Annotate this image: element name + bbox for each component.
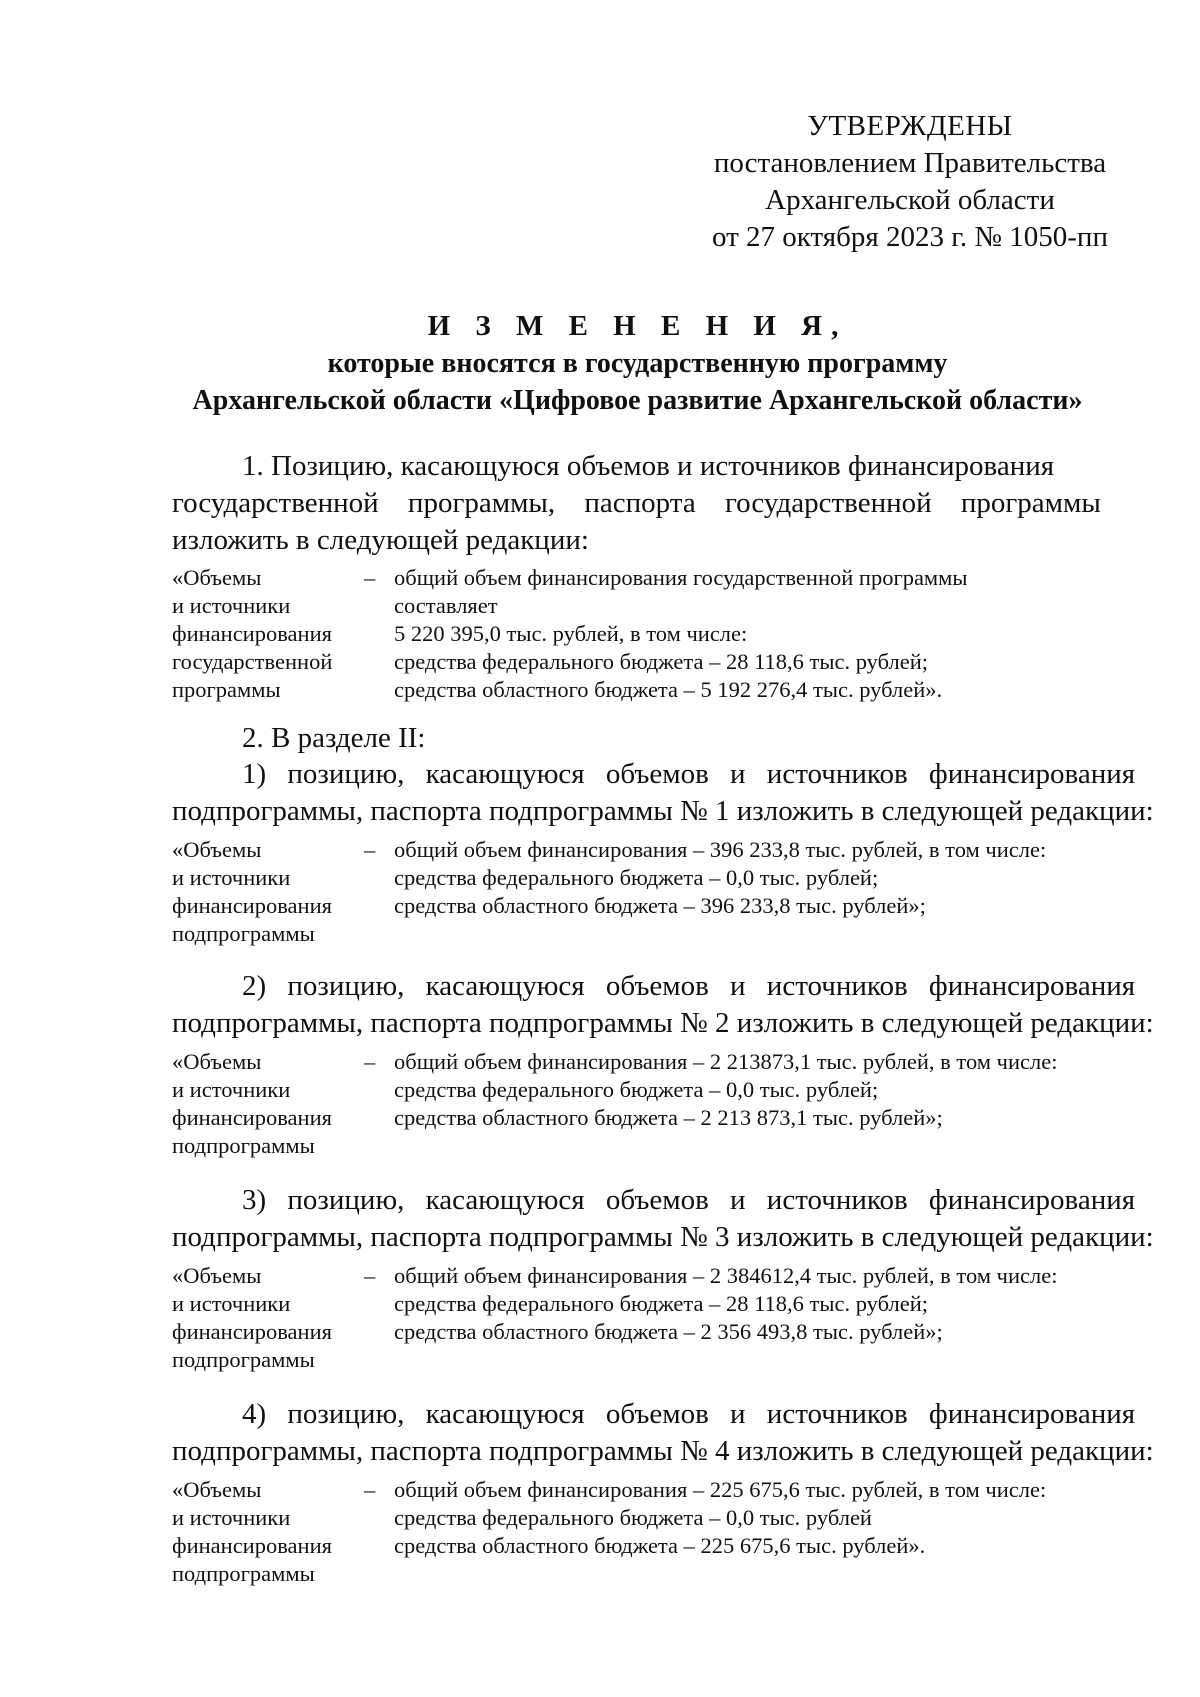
value-line: средства федерального бюджета – 28 118,6 тыс. рублей; [394,1291,929,1316]
value-line: 5 220 395,0 тыс. рублей, в том числе: [394,621,748,646]
value-line: средства федерального бюджета – 0,0 тыс. рублей; [394,1077,879,1102]
table-dash: – [364,1477,376,1502]
table-value [394,1048,1124,1132]
label-line: и источники [172,1291,291,1316]
item-1-line-3: изложить в следующей редакции: [172,524,589,556]
item-2-line: 2. В разделе II: [242,722,426,754]
sub-1-line-2: подпрограммы, паспорта подпрограммы № 1 изложить в следующей редакции: [172,795,1154,827]
approval-line-2: Архангельской области [765,184,1055,216]
value-line: средства областного бюджета – 5 192 276,4 тыс. рублей». [394,677,943,702]
title-line-2: Архангельской области «Цифровое развитие Архангельской области» [192,385,1083,416]
value-line: средства областного бюджета – 225 675,6 тыс. рублей». [394,1533,926,1558]
value-line: общий объем финансирования государственной программы [394,565,968,590]
label-line: финансирования [172,1105,332,1130]
sub-2-paragraph [172,968,1154,1042]
table-value [394,564,1124,704]
value-line: общий объем финансирования – 2 384612,4 тыс. рублей, в том числе: [394,1263,1058,1288]
table-dash: – [364,1263,376,1288]
label-line: «Объемы [172,1263,262,1288]
table-value [394,1476,1124,1560]
table-value [394,836,1124,920]
label-line: подпрограммы [172,921,315,946]
value-line: общий объем финансирования – 396 233,8 тыс. рублей, в том числе: [394,837,1047,862]
item-1-line-2: государственной программы, паспорта государственной программы [172,487,1101,519]
label-line: подпрограммы [172,1133,315,1158]
sub-1-line-1: 1) позицию, касающуюся объемов и источников финансирования [242,758,1136,790]
sub-3-line-2: подпрограммы, паспорта подпрограммы № 3 изложить в следующей редакции: [172,1221,1154,1253]
label-line: государственной [172,649,333,674]
financing-table-sub-1 [172,836,1132,951]
financing-table-sub-3 [172,1262,1132,1377]
value-line: средства федерального бюджета – 28 118,6 тыс. рублей; [394,649,929,674]
label-line: финансирования [172,621,332,646]
financing-table-program [172,564,1132,709]
table-label [172,836,352,948]
sub-3-paragraph [172,1182,1154,1256]
approval-heading: УТВЕРЖДЕНЫ [807,110,1013,142]
value-line: средства областного бюджета – 396 233,8 тыс. рублей»; [394,893,926,918]
value-line: средства федерального бюджета – 0,0 тыс. рублей [394,1505,872,1530]
value-line: составляет [394,593,498,618]
sub-4-line-1: 4) позицию, касающуюся объемов и источников финансирования [242,1398,1136,1430]
financing-table-sub-2 [172,1048,1132,1163]
table-dash: – [364,1049,376,1074]
table-label [172,1048,352,1160]
label-line: и источники [172,865,291,890]
sub-1-paragraph [172,756,1154,830]
label-line: финансирования [172,1319,332,1344]
value-line: средства областного бюджета – 2 356 493,8 тыс. рублей»; [394,1319,943,1344]
table-value [394,1262,1124,1346]
financing-table-sub-4 [172,1476,1132,1591]
label-line: и источники [172,1505,291,1530]
label-line: «Объемы [172,1477,262,1502]
label-line: и источники [172,593,291,618]
sub-2-line-1: 2) позицию, касающуюся объемов и источников финансирования [242,970,1136,1002]
document-title [150,308,1125,419]
table-dash: – [364,837,376,862]
table-label [172,564,352,704]
sub-3-line-1: 3) позицию, касающуюся объемов и источников финансирования [242,1184,1136,1216]
label-line: подпрограммы [172,1561,315,1586]
value-line: средства областного бюджета – 2 213 873,1 тыс. рублей»; [394,1105,943,1130]
label-line: «Объемы [172,837,262,862]
title-word: И З М Е Н Е Н И Я, [427,310,848,342]
label-line: финансирования [172,1533,332,1558]
label-line: подпрограммы [172,1347,315,1372]
approval-block [700,108,1120,256]
item-2-paragraph [172,720,1122,757]
label-line: «Объемы [172,1049,262,1074]
table-label [172,1262,352,1374]
label-line: программы [172,677,281,702]
table-dash: – [364,565,376,590]
sub-4-paragraph [172,1396,1154,1470]
value-line: общий объем финансирования – 225 675,6 тыс. рублей, в том числе: [394,1477,1047,1502]
value-line: общий объем финансирования – 2 213873,1 тыс. рублей, в том числе: [394,1049,1058,1074]
item-1-line-1: 1. Позицию, касающуюся объемов и источников финансирования [242,450,1055,482]
sub-4-line-2: подпрограммы, паспорта подпрограммы № 4 изложить в следующей редакции: [172,1435,1154,1467]
approval-line-3: от 27 октября 2023 г. № 1050-пп [712,221,1108,253]
title-line-1: которые вносятся в государственную программу [327,348,948,379]
table-label [172,1476,352,1588]
label-line: «Объемы [172,565,262,590]
value-line: средства федерального бюджета – 0,0 тыс. рублей; [394,865,879,890]
label-line: финансирования [172,893,332,918]
label-line: и источники [172,1077,291,1102]
item-1-paragraph [172,448,1122,559]
approval-line-1: постановлением Правительства [713,147,1107,179]
sub-2-line-2: подпрограммы, паспорта подпрограммы № 2 изложить в следующей редакции: [172,1007,1154,1039]
